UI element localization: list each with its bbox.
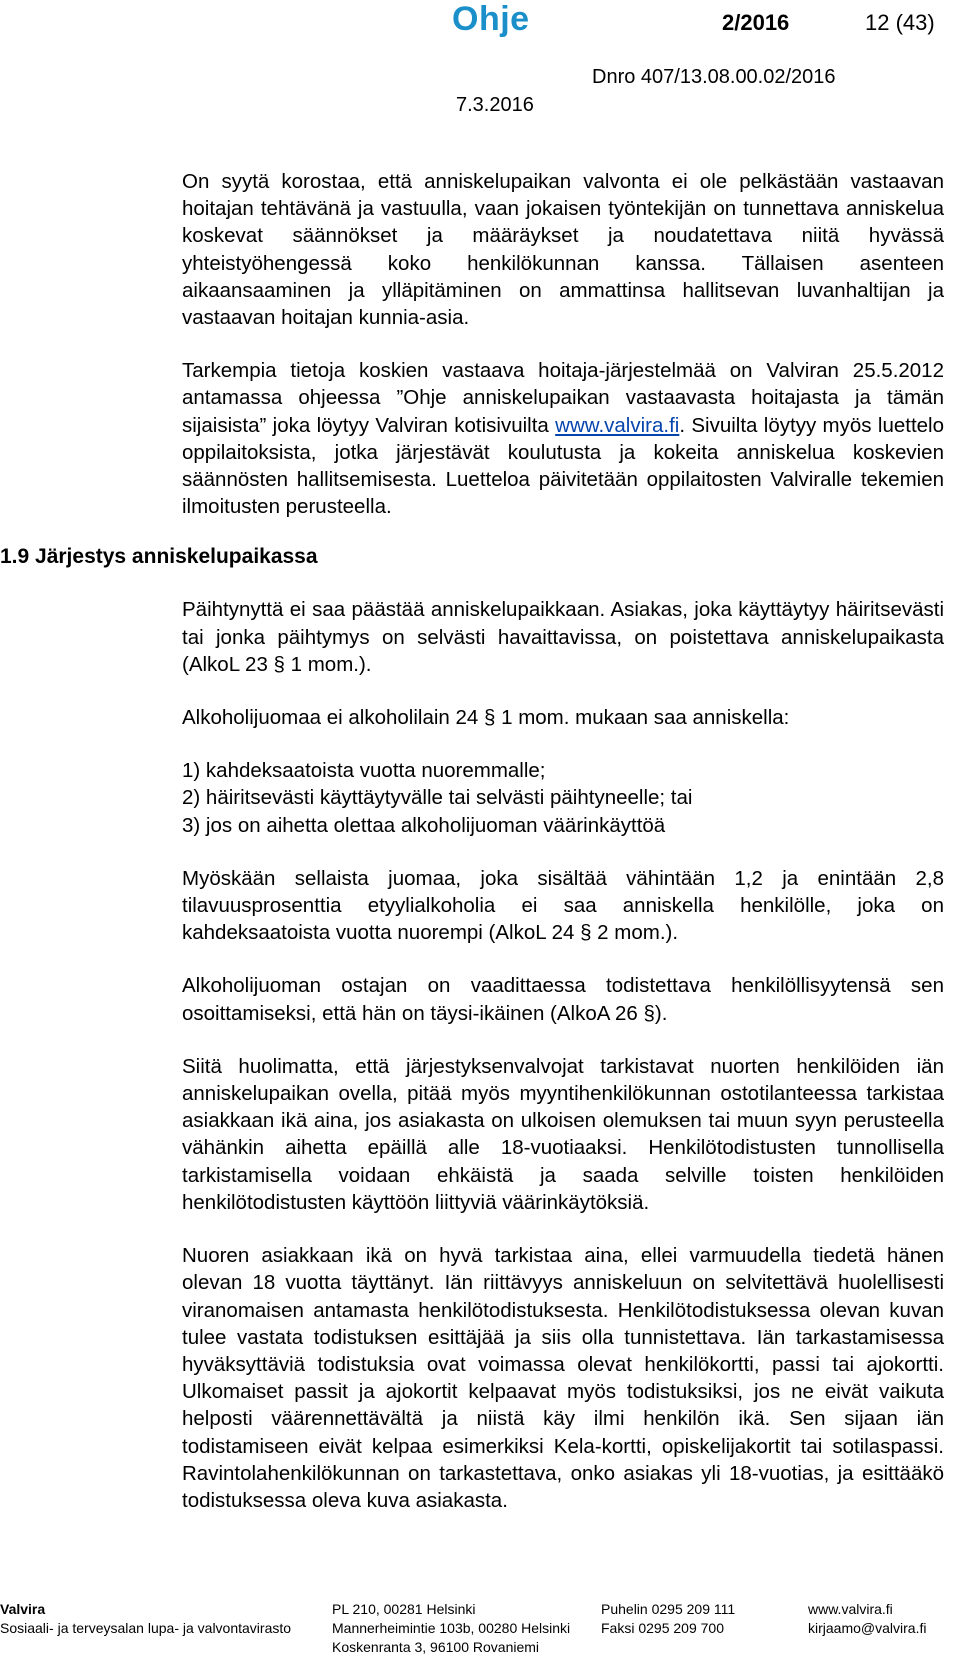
footer-address: PL 210, 00281 Helsinki xyxy=(332,1601,476,1617)
paragraph-5: Myöskään sellaista juomaa, joka sisältää vähintään 1,2 ja enintään 2,8 tilavuusprosenttia etyylialkoholia ei saa anniskella henkilölle, joka on kahdeksaatoista vuotta nuorempi (AlkoL 24 § 2 mom.). xyxy=(182,866,944,945)
paragraph-text: . Sivuilta löytyy myös luettelo oppilaitoksista, jotka järjestävät koulutusta ja kokeita anniskelua koskevien säännösten hallitsemisesta. Luetteloa päivitetään oppilaitosten Valviralle tekemien ilmoitusten perusteella. xyxy=(182,413,944,519)
footer-address: Mannerheimintie 103b, 00280 Helsinki xyxy=(332,1620,571,1636)
valvira-website-link[interactable]: www.valvira.fi xyxy=(555,413,680,437)
section-heading: 1.9 Järjestys anniskelupaikassa xyxy=(0,545,318,568)
document-number: 2/2016 xyxy=(722,10,790,35)
footer-web xyxy=(808,1600,926,1638)
paragraph-4: Alkoholijuomaa ei alkoholilain 24 § 1 mom. mukaan saa anniskella: xyxy=(182,706,790,730)
paragraph-3: Päihtynyttä ei saa päästää anniskelupaikkaan. Asiakas, joka käyttäytyy häiritsevästi tai jonka päihtymys on selvästi havaittavissa, on poistettava anniskelupaikasta (AlkoL 23 § 1 mom.). xyxy=(182,598,944,676)
footer-organization xyxy=(0,1600,291,1638)
paragraph-8: Nuoren asiakkaan ikä on hyvä tarkistaa aina, ellei varmuudella tiedetä hänen olevan 18 vuotta täyttänyt. Iän riittävyys anniskeluun on selvitettävä huolellisesti viranomaisen antamasta henkilötodistuksesta. Henkilötodistuksessa olevan kuvan tulee vastata todistuksen esittäjää ja siis olla tunnistettava. Iän tarkastamisessa hyväksyttäviä todistuksia ovat voimassa olevat henkilökortti, passi tai ajokortti. Ulkomaiset passit ja ajokortit kelpaavat myös todistuksiksi, jos ne eivät vaikuta helposti väärennettävältä ja niistä käy ilmi henkilön ikä. Sen sijaan iän todistamiseen eivät kelpaa esimerkiksi Kela-kortti, opiskelijakortit tai sotilaspassi. Ravintolahenkilökunnan on tarkastettava, onko asiakas yli 18-vuotias, ja esittääkö todistuksessa oleva kuva asiakasta. xyxy=(182,1244,944,1512)
paragraph-7: Siitä huolimatta, että järjestyksenvalvojat tarkistavat nuorten henkilöiden iän anniskelupaikan ovella, pitää myös myyntihenkilökunnan ostotilanteessa tarkistaa asiakkaan ikä aina, jos asiakasta on ulkoisen olemuksen tai muun syyn perusteella vähänkin aihetta epäillä alle 18-vuotiaaksi. Henkilötodistusten tunnollisella tarkistamisella voidaan ehkäistä ja saada selville toisten henkilöiden henkilötodistusten käyttöön liittyviä väärinkäytöksiä. xyxy=(182,1054,944,1214)
diary-number: Dnro 407/13.08.00.02/2016 xyxy=(592,66,836,88)
list-item: 2) häiritsevästi käyttäytyvälle tai selvästi päihtyneelle; tai xyxy=(182,786,693,810)
footer-address: Koskenranta 3, 96100 Rovaniemi xyxy=(332,1639,540,1655)
paragraph-intro-2 xyxy=(182,357,944,520)
footer-phone: Puhelin 0295 209 111 xyxy=(601,1601,736,1617)
footer-fax: Faksi 0295 209 700 xyxy=(601,1620,724,1636)
list-item: 1) kahdeksaatoista vuotta nuoremmalle; xyxy=(182,759,546,783)
footer-org-name: Valvira xyxy=(0,1601,46,1617)
paragraph-intro-1: On syytä korostaa, että anniskelupaikan valvonta ei ole pelkästään vastaavan hoitajan tehtävänä ja vastuulla, vaan jokaisen työntekijän on tunnettava anniskelua koskevat säännökset ja määräykset ja noudatettava niitä hyvässä yhteistyöhengessä koko henkilökunnan kanssa. Tällaisen asenteen aikaansaaminen ja ylläpitäminen on ammattinsa hallitsevan luvanhaltijan ja vastaavan hoitajan kunnia-asia. xyxy=(182,170,944,330)
paragraph-6: Alkoholijuoman ostajan on vaadittaessa todistettava henkilöllisyytensä sen osoittamiseksi, että hän on täysi-ikäinen (AlkoA 26 §). xyxy=(182,974,944,1025)
list-item: 3) jos on aihetta olettaa alkoholijuoman väärinkäyttöä xyxy=(182,813,666,837)
prohibition-list xyxy=(182,757,944,839)
paragraph-text: Tarkempia tietoja koskien vastaava hoitaja-järjestelmää on Valviran 25.5.2012 antamassa ohjeessa ”Ohje anniskelupaikan vastaavasta hoitajasta ja tämän sijaisista” joka löytyy Valviran kotisivuilta xyxy=(182,359,944,437)
document-type-title: Ohje xyxy=(452,0,530,38)
document-date: 7.3.2016 xyxy=(456,94,534,116)
footer-website-link[interactable]: www.valvira.fi xyxy=(808,1601,893,1617)
footer-addresses xyxy=(332,1600,570,1657)
document-body xyxy=(182,168,944,1514)
footer-email-link[interactable]: kirjaamo@valvira.fi xyxy=(808,1620,927,1636)
page-number: 12 (43) xyxy=(865,10,935,35)
footer-org-full-name: Sosiaali- ja terveysalan lupa- ja valvontavirasto xyxy=(0,1620,292,1636)
footer xyxy=(0,1600,960,1667)
footer-contact xyxy=(601,1600,735,1638)
